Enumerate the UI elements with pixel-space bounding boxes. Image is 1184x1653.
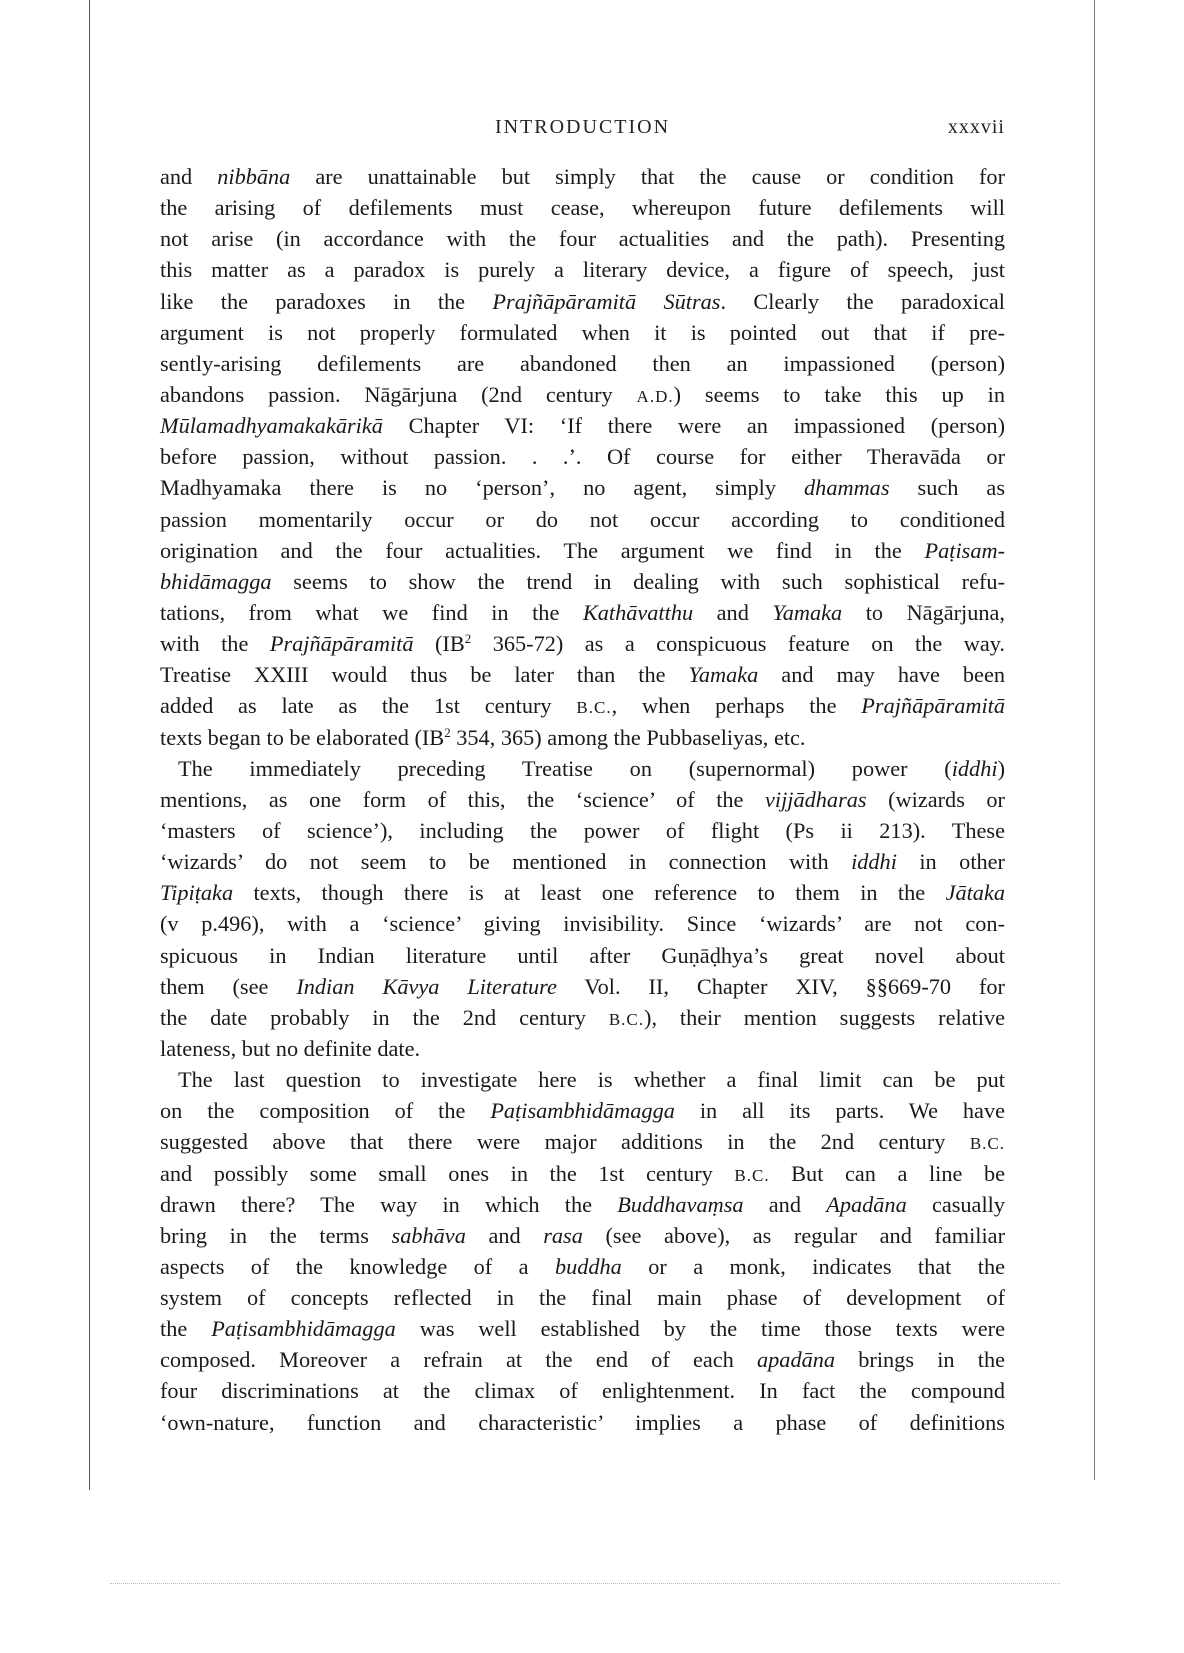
text-line (160, 815, 1005, 846)
text-line (160, 753, 1005, 784)
text-line (160, 504, 1005, 535)
text-run: drawn there? The way in which the (160, 1191, 618, 1217)
text-line (160, 1189, 1005, 1220)
text-line (160, 1033, 1005, 1064)
text-run: casually (906, 1191, 1005, 1217)
text-run: But can a line be (769, 1160, 1005, 1186)
text-run: mentions, as one form of this, the ‘science’ of the (160, 786, 765, 812)
text-run: such as (889, 475, 1005, 501)
text-run: on the composition of the (160, 1098, 491, 1124)
text-run: Treatise XXIII would thus be later than the (160, 662, 689, 688)
text-line (160, 877, 1005, 908)
text-run: added as late as the 1st century (160, 693, 577, 719)
text-run: in other (896, 849, 1005, 875)
italic-term: iddhi (851, 849, 897, 875)
text-run: ‘own-nature, function and characteristic’ implies a phase of definitions (160, 1409, 1005, 1435)
text-run: was well established by the time those texts were (395, 1316, 1005, 1342)
italic-term: Paṭisambhidāmagga (211, 1316, 396, 1342)
italic-term: Jātaka (945, 880, 1005, 906)
superscript: 2 (444, 724, 451, 740)
text-run: texts, though there is at least one reference to them in the (233, 880, 946, 906)
text-run: (v p.496), with a ‘science’ giving invisibility. Since ‘wizards’ are not con- (160, 911, 1005, 937)
text-run: system of concepts reflected in the final main phase of development of (160, 1285, 1005, 1311)
text-run: to Nāgārjuna, (842, 599, 1006, 625)
text-run: with the (160, 631, 270, 657)
text-run: suggested above that there were major additions in the 2nd century (160, 1129, 970, 1155)
text-run: them (see (160, 973, 297, 999)
text-run: (see above), as regular and familiar (582, 1222, 1006, 1248)
text-run: passion momentarily occur or do not occur according to conditioned (160, 506, 1005, 532)
text-run: ‘wizards’ do not seem to be mentioned in connection with (160, 849, 852, 875)
text-line (160, 1282, 1005, 1313)
text-run: 354, 365) among the Pubbaseliyas, etc. (450, 724, 806, 750)
italic-term: Yamaka (688, 662, 759, 688)
superscript: 2 (464, 631, 472, 647)
text-run: argument is not properly formulated when it is pointed out that if pre- (160, 319, 1005, 345)
text-run: ) seems to take this up in (673, 381, 1005, 407)
text-run: the date probably in the 2nd century (160, 1004, 609, 1030)
text-line (160, 254, 1005, 285)
text-run: texts began to be elaborated (IB (160, 724, 445, 750)
text-line (160, 784, 1005, 815)
text-run: B.C. (608, 1009, 645, 1029)
italic-term: Buddhavaṃsa (617, 1191, 744, 1217)
text-run: origination and the four actualities. The argument we find in the (160, 537, 925, 563)
text-line (160, 348, 1005, 379)
scan-artifact-dots (110, 1583, 1060, 1585)
text-run: The immediately preceding Treatise on (supernormal) power ( (178, 755, 952, 781)
text-line (160, 846, 1005, 877)
italic-term: bhidāmagga (160, 568, 272, 594)
text-run: B.C. (734, 1165, 770, 1185)
italic-term: Yamaka (772, 599, 843, 625)
running-head (160, 116, 1005, 146)
text-run: tations, from what we find in the (160, 599, 583, 625)
text-run: and may have been (758, 662, 1006, 688)
text-run: before passion, without passion. . .’. Of course for either Theravāda or (160, 444, 1005, 470)
text-run: aspects of the knowledge of a (160, 1253, 555, 1279)
text-run: in all its parts. We have (674, 1098, 1005, 1124)
text-run: (wizards or (866, 786, 1005, 812)
text-line (160, 566, 1005, 597)
page-number: xxxvii (947, 116, 1005, 138)
text-run: ‘masters of science’), including the power of flight (Ps ii 213). These (160, 817, 1005, 843)
italic-term: iddhi (951, 755, 998, 781)
text-run: , when perhaps the (611, 693, 862, 719)
italic-term: Paṭisam- (924, 537, 1005, 563)
text-line (160, 1095, 1005, 1126)
text-run: B.C. (576, 698, 612, 718)
text-line (160, 317, 1005, 348)
text-line (160, 1126, 1005, 1157)
text-line (160, 1407, 1005, 1438)
page-border-right (1094, 0, 1095, 1480)
text-run: A.D. (636, 386, 674, 406)
italic-term: Mūlamadhyamakakārikā (160, 413, 383, 439)
text-run: and possibly some small ones in the 1st century (160, 1160, 735, 1186)
italic-term: Indian Kāvya Literature (296, 973, 557, 999)
text-line (160, 1251, 1005, 1282)
text-run: ), their mention suggests relative (644, 1004, 1005, 1030)
text-run: this matter as a paradox is purely a literary device, a figure of speech, just (160, 257, 1005, 283)
text-run: and (693, 599, 773, 625)
text-run: sently-arising defilements are abandoned then an impassioned (person) (160, 350, 1005, 376)
italic-term: Prajñāpāramitā (861, 693, 1005, 719)
italic-term: dhammas (804, 475, 890, 501)
text-line (160, 940, 1005, 971)
text-line (160, 286, 1005, 317)
text-run: ) (997, 755, 1005, 781)
text-run: four discriminations at the climax of enlightenment. In fact the compound (160, 1378, 1005, 1404)
text-line (160, 1158, 1005, 1189)
text-line (160, 192, 1005, 223)
text-run: lateness, but no definite date. (160, 1035, 421, 1061)
text-line (160, 1002, 1005, 1033)
text-line (160, 1064, 1005, 1095)
text-run: the arising of defilements must cease, whereupon future defilements will (160, 195, 1005, 221)
text-run: Madhyamaka there is no ‘person’, no agent, simply (160, 475, 805, 501)
text-run: composed. Moreover a refrain at the end of each (160, 1347, 757, 1373)
italic-term: Apadāna (826, 1191, 907, 1217)
text-run: or a monk, indicates that the (621, 1253, 1006, 1279)
italic-term: nibbāna (217, 164, 291, 189)
text-run: bring in the terms (160, 1222, 392, 1248)
text-run: the (160, 1316, 212, 1342)
text-run: spicuous in Indian literature until after Guṇāḍhya’s great novel about (160, 942, 1005, 968)
text-line (160, 628, 1005, 659)
page-border-left (89, 0, 90, 1490)
italic-term: Prajñāpāramitā Sūtras (492, 288, 721, 314)
text-run: brings in the (835, 1347, 1005, 1373)
text-run: Vol. II, Chapter XIV, §§669-70 for (556, 973, 1005, 999)
text-run: B.C. (969, 1134, 1005, 1154)
text-run: Chapter VI: ‘If there were an impassioned (person) (382, 413, 1005, 439)
text-run: like the paradoxes in the (160, 288, 493, 314)
text-line (160, 690, 1005, 721)
text-line (160, 161, 1005, 192)
text-run: . Clearly the paradoxical (720, 288, 1005, 314)
text-run: seems to show the trend in dealing with such sophistical refu- (271, 568, 1005, 594)
text-run: abandons passion. Nāgārjuna (2nd century (160, 381, 637, 407)
text-line (160, 535, 1005, 566)
text-line (160, 1344, 1005, 1375)
italic-term: buddha (554, 1253, 622, 1279)
text-run: and (465, 1222, 544, 1248)
text-line (160, 441, 1005, 472)
text-line (160, 908, 1005, 939)
text-line (160, 410, 1005, 441)
text-line (160, 1375, 1005, 1406)
text-run: 365-72) as a conspicuous feature on the way. (471, 631, 1005, 657)
italic-term: Tipiṭaka (160, 880, 234, 906)
text-line (160, 379, 1005, 410)
text-line (160, 971, 1005, 1002)
text-run: and (160, 164, 218, 189)
text-line (160, 223, 1005, 254)
chapter-title: INTRODUCTION (494, 116, 671, 138)
text-run: are unattainable but simply that the cause or condition for (290, 164, 1005, 189)
text-line (160, 659, 1005, 690)
text-line (160, 1220, 1005, 1251)
text-line (160, 472, 1005, 503)
text-line (160, 1313, 1005, 1344)
text-run: not arise (in accordance with the four actualities and the path). Presenting (160, 226, 1005, 252)
italic-term: Paṭisambhidāmagga (490, 1098, 675, 1124)
italic-term: apadāna (757, 1347, 836, 1373)
text-run: The last question to investigate here is whether a final limit can be put (178, 1067, 1005, 1093)
text-run: (IB (413, 631, 465, 657)
italic-term: rasa (543, 1222, 583, 1248)
italic-term: vijjādharas (765, 786, 867, 812)
text-line (160, 597, 1005, 628)
text-run: and (743, 1191, 827, 1217)
body-text (160, 161, 1005, 1438)
text-line (160, 722, 1005, 753)
italic-term: Kathāvatthu (582, 599, 694, 625)
italic-term: Prajñāpāramitā (269, 631, 414, 657)
italic-term: sabhāva (391, 1222, 466, 1248)
